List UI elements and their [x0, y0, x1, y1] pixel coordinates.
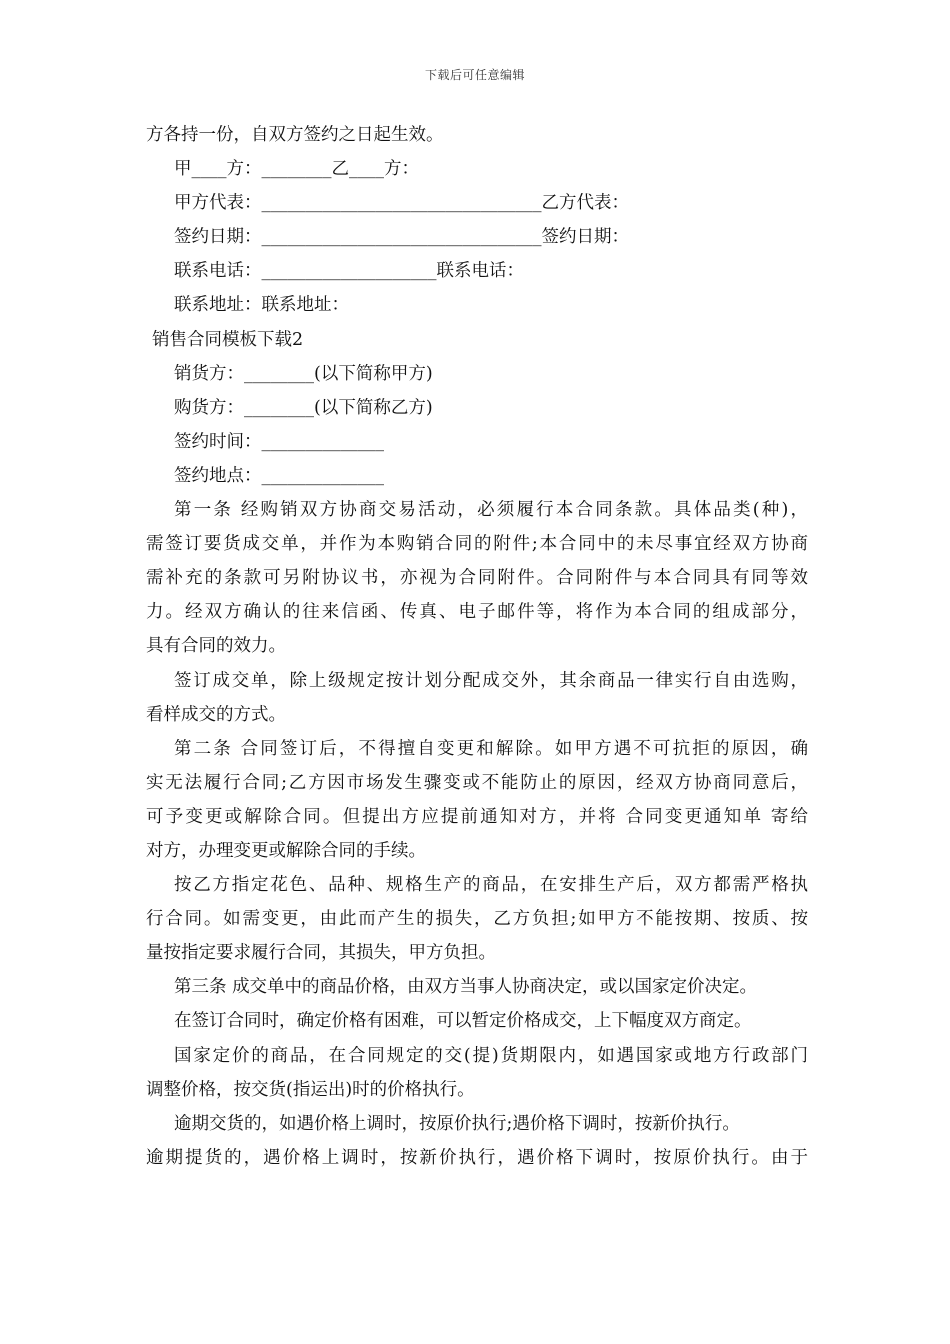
document-body [146, 118, 808, 1175]
sign-time-line: 签约时间：______________ [174, 431, 384, 452]
paragraph-line: 调整价格，按交货(指运出)时的价格执行。 [146, 1079, 475, 1100]
paragraph-line: 逾期提货的，遇价格上调时，按新价执行，遇价格下调时，按原价执行。由于 [146, 1147, 808, 1168]
paragraph-line: 按乙方指定花色、品种、规格生产的商品，在安排生产后，双方都需严格执 [174, 875, 808, 896]
article-2-line: 对方，办理变更或解除合同的手续。 [146, 840, 426, 861]
seller-line: 销货方：________(以下简称甲方) [174, 363, 433, 384]
article-2-line: 实无法履行合同;乙方因市场发生骤变或不能防止的原因，经双方协商同意后， [146, 772, 808, 793]
article-2-line: 第二条 合同签订后，不得擅自变更和解除。如甲方遇不可抗拒的原因，确 [174, 738, 808, 759]
article-1-line: 具有合同的效力。 [146, 636, 286, 657]
article-1-line: 力。经双方确认的往来信函、传真、电子邮件等，将作为本合同的组成部分， [146, 602, 808, 623]
section-title: 销售合同模板下载2 [152, 329, 304, 350]
paragraph-line: 签订成交单，除上级规定按计划分配成交外，其余商品一律实行自由选购， [174, 670, 808, 691]
paragraph-line: 逾期交货的，如遇价格上调时，按原价执行;遇价格下调时，按新价执行。 [174, 1113, 740, 1134]
article-3-line: 第三条 成交单中的商品价格，由双方当事人协商决定，或以国家定价决定。 [174, 977, 758, 998]
paragraph-line: 在签订合同时，确定价格有困难，可以暂定价格成交，上下幅度双方商定。 [174, 1011, 752, 1032]
article-1-line: 需签订要货成交单，并作为本购销合同的附件;本合同中的未尽事宜经双方协商 [146, 534, 808, 555]
paragraph-line: 行合同。如需变更，由此而产生的损失，乙方负担;如甲方不能按期、按质、按 [146, 909, 808, 930]
article-2-line: 可予变更或解除合同。但提出方应提前通知对方，并将 合同变更通知单 寄给 [146, 806, 808, 827]
sign-place-line: 签约地点：______________ [174, 465, 384, 486]
paragraph-line: 看样成交的方式。 [146, 704, 286, 725]
article-1-line: 需补充的条款可另附协议书，亦视为合同附件。合同附件与本合同具有同等效 [146, 568, 808, 589]
signature-party-line: 甲____方：________乙____方： [174, 159, 419, 180]
signature-representative-line: 甲方代表：________________________________乙方代表： [174, 193, 629, 214]
article-1-line: 第一条 经购销双方协商交易活动，必须履行本合同条款。具体品类(种)， [174, 500, 808, 521]
signature-phone-line: 联系电话：____________________联系电话： [174, 261, 524, 282]
page-header: 下载后可任意编辑 [424, 68, 525, 82]
paragraph-line: 国家定价的商品，在合同规定的交(提)货期限内，如遇国家或地方行政部门 [174, 1045, 808, 1066]
paragraph-line: 量按指定要求履行合同，其损失，甲方负担。 [146, 943, 496, 964]
signature-date-line: 签约日期：________________________________签约日期： [174, 227, 629, 248]
buyer-line: 购货方：________(以下简称乙方) [174, 397, 433, 418]
signature-address-line: 联系地址：联系地址： [174, 295, 349, 316]
text-line: 方各持一份，自双方签约之日起生效。 [146, 125, 444, 145]
